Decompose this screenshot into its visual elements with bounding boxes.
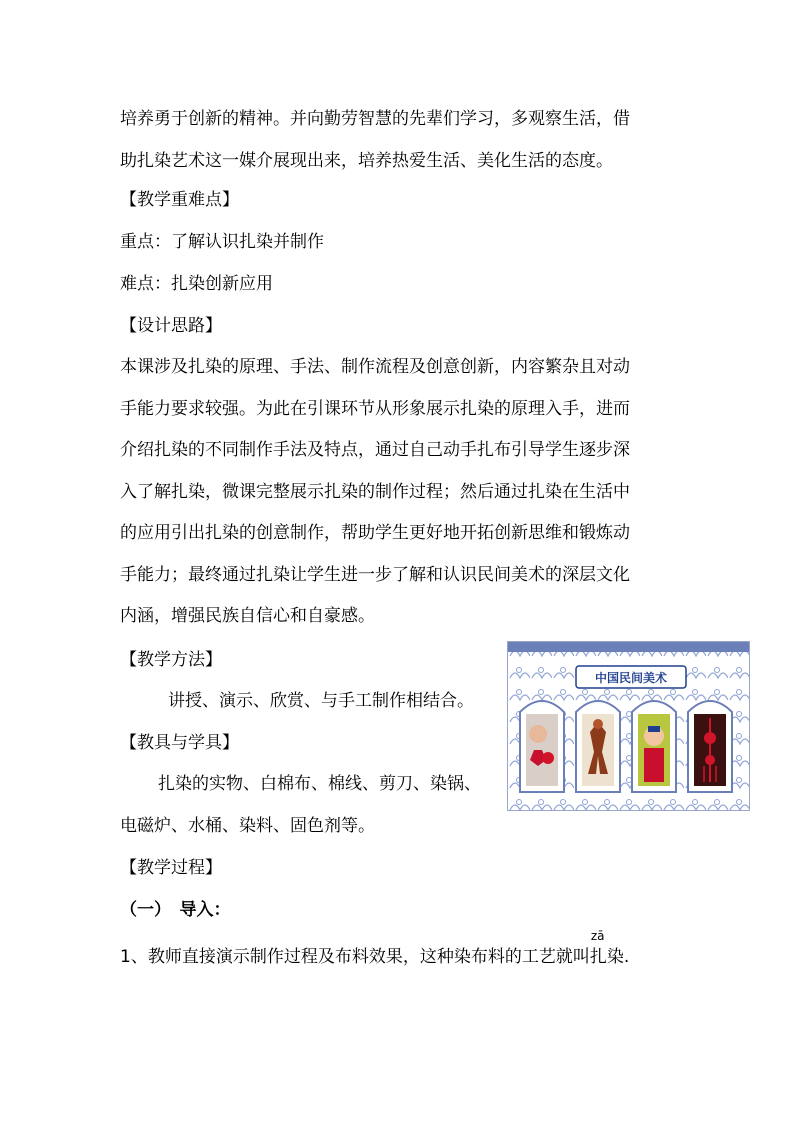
paragraph-line: 的应用引出扎染的创意制作，帮助学生更好地开拓创新思维和锻炼动 (120, 523, 630, 543)
folk-art-illustration (508, 642, 750, 811)
subsection-heading: （一） 导入： (120, 900, 231, 920)
section-heading: 【设计思路】 (120, 316, 222, 336)
difficult-point-text: 难点：扎染创新应用 (120, 274, 273, 294)
method-text: 讲授、演示、欣赏、与手工制作相结合。 (168, 691, 474, 711)
paragraph-line: 手能力要求较强。为此在引课环节从形象展示扎染的原理入手，进而 (120, 399, 630, 419)
section-heading: 【教学重难点】 (120, 190, 239, 210)
folk-art-image (507, 641, 750, 811)
pinyin-annotation: zā (590, 929, 605, 943)
paragraph-line: 介绍扎染的不同制作手法及特点，通过自己动手扎布引导学生逐步深 (120, 440, 630, 460)
annotated-char (589, 929, 607, 968)
paragraph-line: 手能力；最终通过扎染让学生进一步了解和认识民间美术的深层文化 (120, 565, 630, 585)
banner-text: 中国民间美术 (594, 671, 668, 685)
item-text: 1、教师直接演示制作过程及布料效果，这种染布料的工艺就叫 (120, 947, 590, 967)
section-heading: 【教学方法】 (120, 650, 222, 670)
tools-text: 扎染的实物、白棉布、棉线、剪刀、染锅、 (158, 774, 481, 794)
tools-text: 电磁炉、水桶、染料、固色剂等。 (120, 816, 375, 836)
numbered-item (120, 929, 630, 968)
paragraph-line: 内涵，增强民族自信心和自豪感。 (120, 606, 375, 626)
paragraph-line: 培养勇于创新的精神。并向勤劳智慧的先辈们学习，多观察生活，借 (120, 109, 630, 129)
section-heading: 【教具与学具】 (120, 733, 239, 753)
annotated-char-text: 扎 (589, 947, 607, 967)
section-heading: 【教学过程】 (120, 858, 222, 878)
paragraph-line: 本课涉及扎染的原理、手法、制作流程及创意创新，内容繁杂且对动 (120, 357, 630, 377)
paragraph-line: 助扎染艺术这一媒介展现出来，培养热爱生活、美化生活的态度。 (120, 151, 613, 171)
paragraph-line: 入了解扎染，微课完整展示扎染的制作过程；然后通过扎染在生活中 (120, 482, 630, 502)
key-point-text: 重点：了解认识扎染并制作 (120, 232, 324, 252)
item-text: 染. (606, 947, 630, 967)
